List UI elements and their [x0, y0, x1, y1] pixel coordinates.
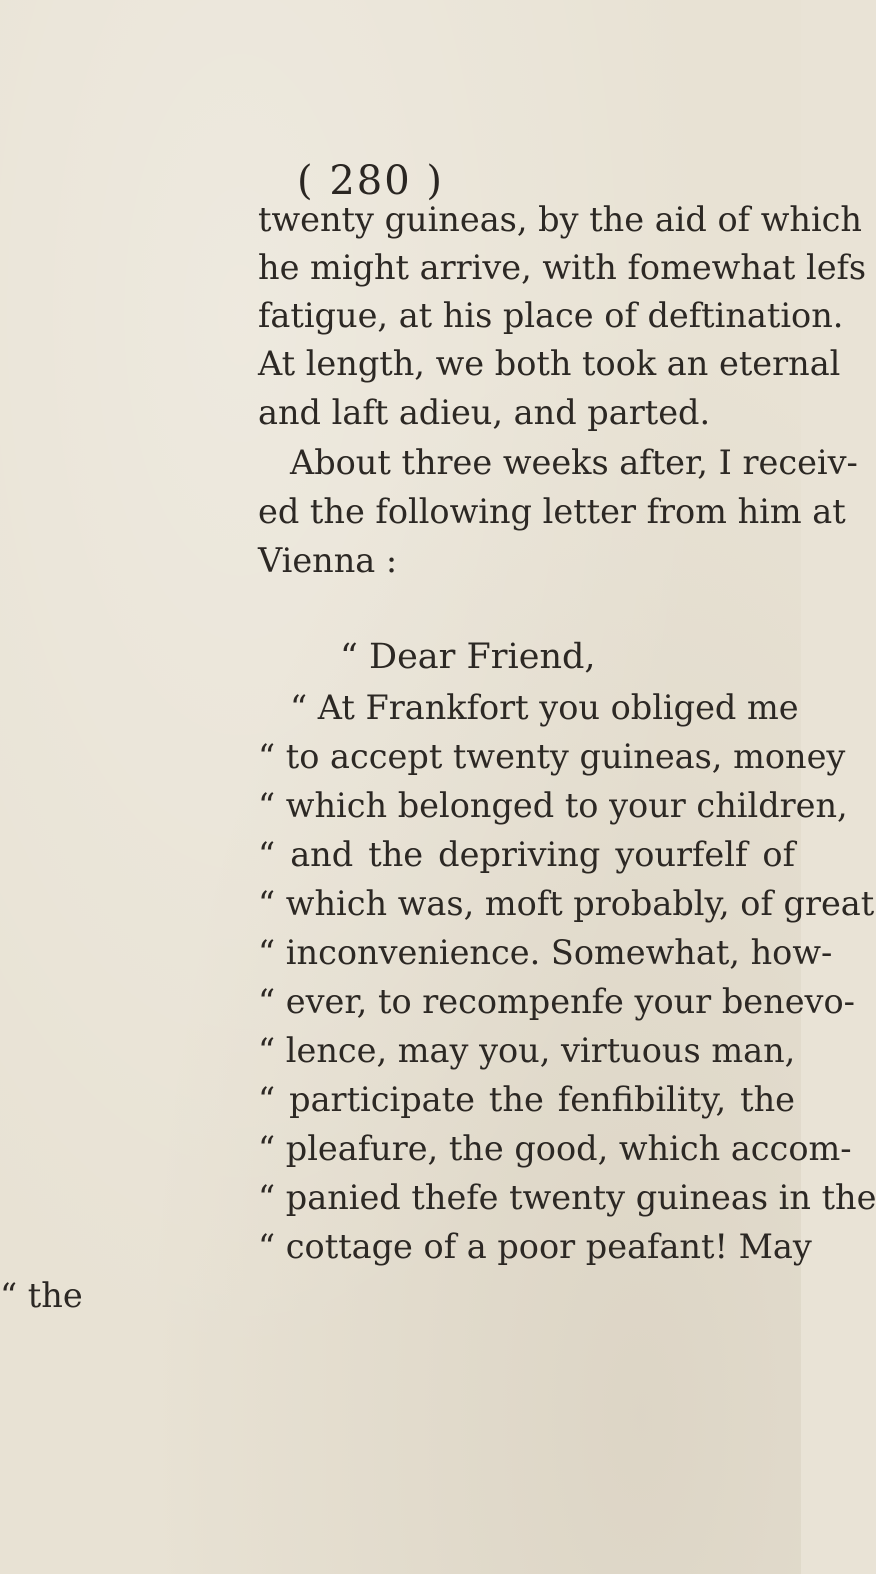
letter-line: “ panied thefe twenty guineas in the	[258, 1178, 876, 1217]
letter-line: “ which was, moft probably, of great	[258, 884, 875, 923]
narrative-line: Vienna :	[258, 541, 398, 580]
letter-salutation: “ Dear Friend,	[340, 637, 596, 677]
catchword: “ the	[0, 1276, 83, 1315]
narrative-line: fatigue, at his place of deftination.	[258, 296, 844, 335]
letter-line: “ lence, may you, virtuous man,	[258, 1031, 796, 1070]
narrative-line: and laft adieu, and parted.	[258, 393, 711, 432]
narrative-line: he might arrive, with fomewhat lefs	[258, 248, 867, 287]
page-number: ( 280 )	[297, 158, 444, 204]
letter-line: “ ever, to recompenfe your benevo-	[258, 982, 855, 1021]
letter-line: “ cottage of a poor peafant! May	[258, 1227, 812, 1266]
letter-line: “ and the depriving yourfelf of	[258, 835, 795, 874]
narrative-line: twenty guineas, by the aid of which	[258, 200, 862, 239]
letter-line: “ inconvenience. Somewhat, how-	[258, 933, 833, 972]
letter-line: “ which belonged to your children,	[258, 786, 848, 825]
letter-line: “ pleafure, the good, which accom-	[258, 1129, 852, 1168]
letter-line: “ At Frankfort you obliged me	[290, 688, 799, 727]
letter-line: “ participate the fenfibility, the	[258, 1080, 795, 1119]
narrative-line: At length, we both took an eternal	[258, 344, 841, 383]
letter-line: “ to accept twenty guineas, money	[258, 737, 846, 776]
narrative-line: ed the following letter from him at	[258, 492, 846, 531]
narrative-line: About three weeks after, I receiv-	[290, 443, 858, 482]
